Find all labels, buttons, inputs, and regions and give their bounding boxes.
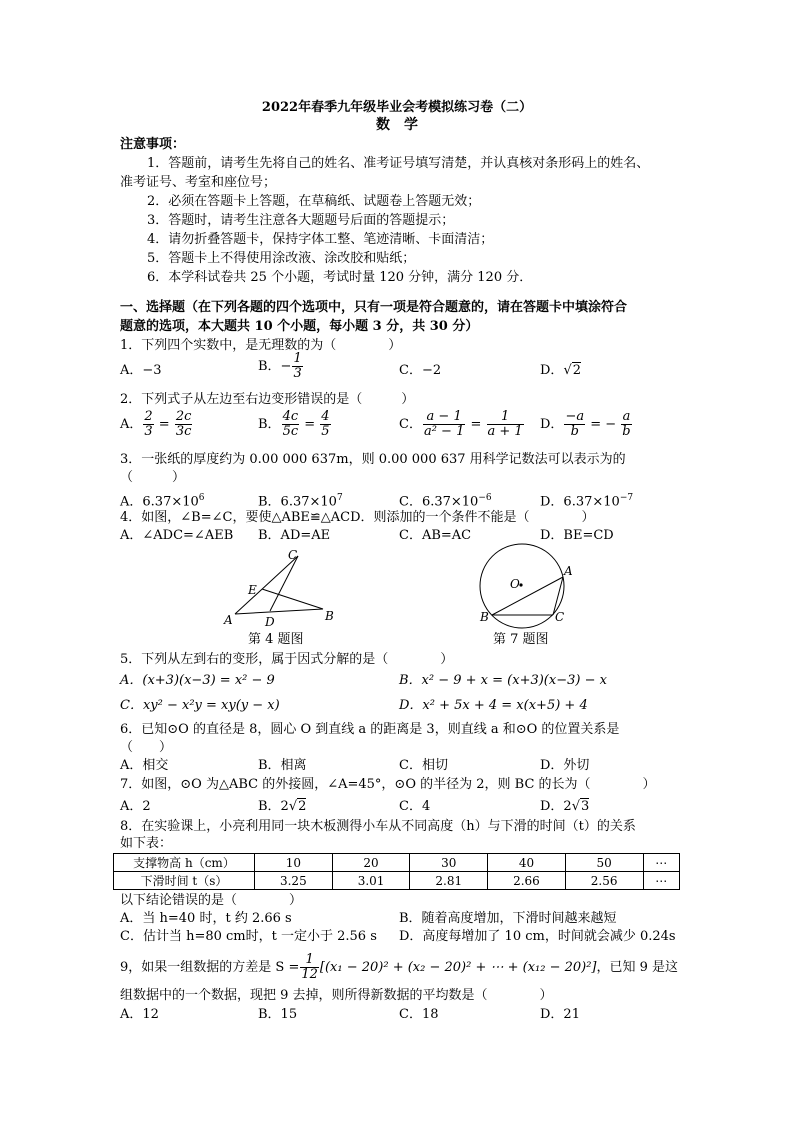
note-1b: 准考证号、考室和座位号； [120, 175, 277, 190]
q9-option-b: B．15 [258, 1007, 298, 1022]
q4-option-b: B．AD=AE [258, 528, 331, 543]
note-3: 3．答题时，请考生注意各大题题号后面的答题提示； [147, 213, 455, 228]
q6-option-d: D．外切 [540, 758, 590, 773]
subject-title: 数 学 [376, 117, 418, 133]
q8-option-b: B．随着高度增加，下滑时间越来越短 [399, 911, 617, 926]
q3-option-c: C．$6.37\times 10^{-6}$ [399, 493, 492, 510]
q4-option-d: D．BE=CD [540, 528, 614, 543]
q3-option-b: B．$6.37\times 10^7$ [258, 493, 343, 510]
fig4-line-EB [262, 589, 323, 609]
table-cell: 20 [332, 854, 410, 872]
fig4-label-d: D [265, 615, 275, 629]
q1-stem: 1．下列四个实数中，是无理数的为（ ） [120, 338, 402, 353]
q8-option-c: C．估计当 h=80 cm时，t 一定小于 2.56 s [120, 929, 377, 944]
section1-line2: 题意的选项，本大题共 10 个小题，每小题 3 分，共 30 分） [120, 319, 479, 334]
q9-option-c: C．18 [399, 1007, 439, 1022]
fig4-label-c: C [288, 548, 298, 562]
q4-option-a: A．∠ADC=∠AEB [120, 528, 234, 543]
note-6: 6．本学科试卷共 25 个小题，考试时量 120 分钟，满分 120 分． [147, 270, 533, 285]
q9-option-a: A．12 [120, 1007, 159, 1022]
table-cell: 3.01 [332, 872, 410, 890]
fig4-label-e: E [248, 583, 257, 597]
fig7-label-o: O [510, 577, 520, 591]
q6-option-a: A．相交 [120, 758, 169, 773]
q5-option-d: D．x² + 5x + 4 = x(x+5) + 4 [399, 698, 588, 713]
q5-stem: 5．下列从左到右的变形，属于因式分解的是（ ） [120, 652, 454, 667]
q5-option-b: B．x² − 9 + x = (x+3)(x−3) − x [399, 673, 607, 688]
q3-option-a: A．$6.37\times 10^6$ [120, 493, 205, 510]
q1-b-fraction: $\frac{1}{3}$ [293, 351, 302, 381]
fig4-line-CD [270, 556, 298, 611]
q6-option-b: B．相离 [258, 758, 307, 773]
q1-option-b: B．− $\frac{1}{3}$ [258, 351, 302, 381]
q6-stem-2: （ ） [120, 740, 173, 755]
q1-option-c: C．−2 [399, 363, 442, 378]
notes-heading: 注意事项： [120, 137, 186, 152]
fig7-line-BA [492, 577, 563, 615]
q1-option-a: A．−3 [120, 363, 162, 378]
note-5: 5．答题卡上不得使用涂改液、涂改胶和贴纸； [147, 251, 416, 266]
q8-stem-3: 以下结论错误的是（ ） [120, 893, 303, 908]
figure-4-diagram [220, 546, 350, 632]
q3-stem-1: 3．一张纸的厚度约为 0.00 000 637m，则 0.00 000 637 用科学记数法可以表示为的 [120, 452, 626, 467]
fig7-center-dot [519, 583, 522, 586]
table-cell: 3.25 [255, 872, 333, 890]
q7-option-c: C．4 [399, 799, 431, 814]
q4-stem: 4．如图，∠B=∠C，要使△ABE≌△ACD．则添加的一个条件不能是（ ） [120, 510, 595, 525]
table-cell: 2.56 [565, 872, 643, 890]
table-row [114, 872, 680, 890]
fig7-label-a: A [564, 564, 573, 578]
table-cell: 50 [565, 854, 643, 872]
table-cell: ⋯ [643, 872, 679, 890]
q8-option-d: D．高度每增加了 10 cm，时间就会减少 0.24s [399, 929, 676, 944]
q3-option-d: D．$6.37\times 10^{-7}$ [540, 493, 634, 510]
q3-stem-2: （ ） [120, 470, 186, 485]
table-cell: 2.81 [410, 872, 488, 890]
note-1a: 1．答题前，请考生先将自己的姓名、准考证号填写清楚，并认真核对条形码上的姓名、 [147, 156, 650, 171]
fig4-line-AC [235, 556, 298, 614]
figure-7-caption: 第 7 题图 [493, 632, 549, 647]
exam-title: 2022年春季九年级毕业会考模拟练习卷（二） [261, 100, 533, 115]
q8-option-a: A．当 h=40 时，t 约 2.66 s [120, 911, 292, 926]
note-4: 4．请勿折叠答题卡，保持字体工整、笔迹清晰、卡面清洁； [147, 232, 494, 247]
table-cell-label: 支撑物高 h（cm） [114, 854, 255, 872]
q6-stem-1: 6．已知⊙O 的直径是 8，圆心 O 到直线 a 的距离是 3，则直线 a 和⊙O 的位置关系是 [120, 722, 620, 737]
fig7-label-b: B [480, 610, 489, 624]
table-cell: 30 [410, 854, 488, 872]
q8-stem-1: 8．在实验课上，小亮利用同一块木板测得小车从不同高度（h）与下滑的时间（t）的关系 [120, 819, 636, 834]
figure-4-caption: 第 4 题图 [248, 632, 304, 647]
q9-stem-2: 组数据中的一个数据，现把 9 去掉，则所得新数据的平均数是（ ） [120, 988, 553, 1003]
q2-option-d: D． $\frac{-a}{b}$ = − $\frac{a}{b}$ [540, 409, 631, 439]
q1-option-d: D．√2 [540, 363, 582, 378]
table-cell-label: 下滑时间 t（s） [114, 872, 255, 890]
table-cell: ⋯ [643, 854, 679, 872]
table-cell: 2.66 [488, 872, 566, 890]
q7-option-d: D．2√3 [540, 799, 590, 814]
figure-7-diagram [470, 542, 580, 632]
q2-option-b: B． $\frac{4c}{5c}$ = $\frac{4}{5}$ [258, 409, 330, 439]
fig7-label-c: C [555, 610, 565, 624]
table-cell: 40 [488, 854, 566, 872]
fig4-label-b: B [325, 609, 334, 623]
table-cell: 10 [255, 854, 333, 872]
section1-line1: 一、选择题（在下列各题的四个选项中，只有一项是符合题意的，请在答题卡中填涂符合 [120, 300, 628, 315]
q8-data-table [113, 853, 680, 890]
q9-option-d: D．21 [540, 1007, 580, 1022]
q7-stem: 7．如图，⊙O 为△ABC 的外接圆，∠A=45°，⊙O 的半径为 2，则 BC 的长为（ ） [120, 777, 656, 792]
q6-option-c: C．相切 [399, 758, 448, 773]
fig4-label-a: A [224, 613, 233, 627]
note-2: 2．必须在答题卡上答题，在草稿纸、试题卷上答题无效； [147, 194, 481, 209]
q2-option-a: A． $\frac{2}{3}$ = $\frac{2c}{3c}$ [120, 409, 192, 439]
q7-option-b: B．2√2 [258, 799, 307, 814]
q5-option-a: A．(x+3)(x−3) = x² − 9 [120, 673, 275, 688]
q2-option-c: C． $\frac{a - 1}{\text{a² − 1}}$ = $\frac{1}{a + 1}$ [399, 409, 523, 439]
q7-option-a: A．2 [120, 799, 151, 814]
q5-option-c: C．xy² − x²y = xy(y − x) [120, 698, 280, 713]
fig4-line-AB [235, 609, 323, 614]
q9-formula-line: 9，如果一组数据的方差是 S = $\frac{1}{12}$ [(x₁ − 20)² + (x₂ − 20)² + ⋯ + (x₁₂ − 20)²]，已知 9 是这 [120, 952, 679, 982]
q4-option-c: C．AB=AC [399, 528, 472, 543]
q2-stem: 2．下列式子从左边至右边变形错误的是（ ） [120, 392, 415, 407]
q8-stem-2: 如下表： [120, 836, 173, 851]
q9-fraction: $\frac{1}{12}$ [301, 952, 318, 982]
table-row [114, 854, 680, 872]
